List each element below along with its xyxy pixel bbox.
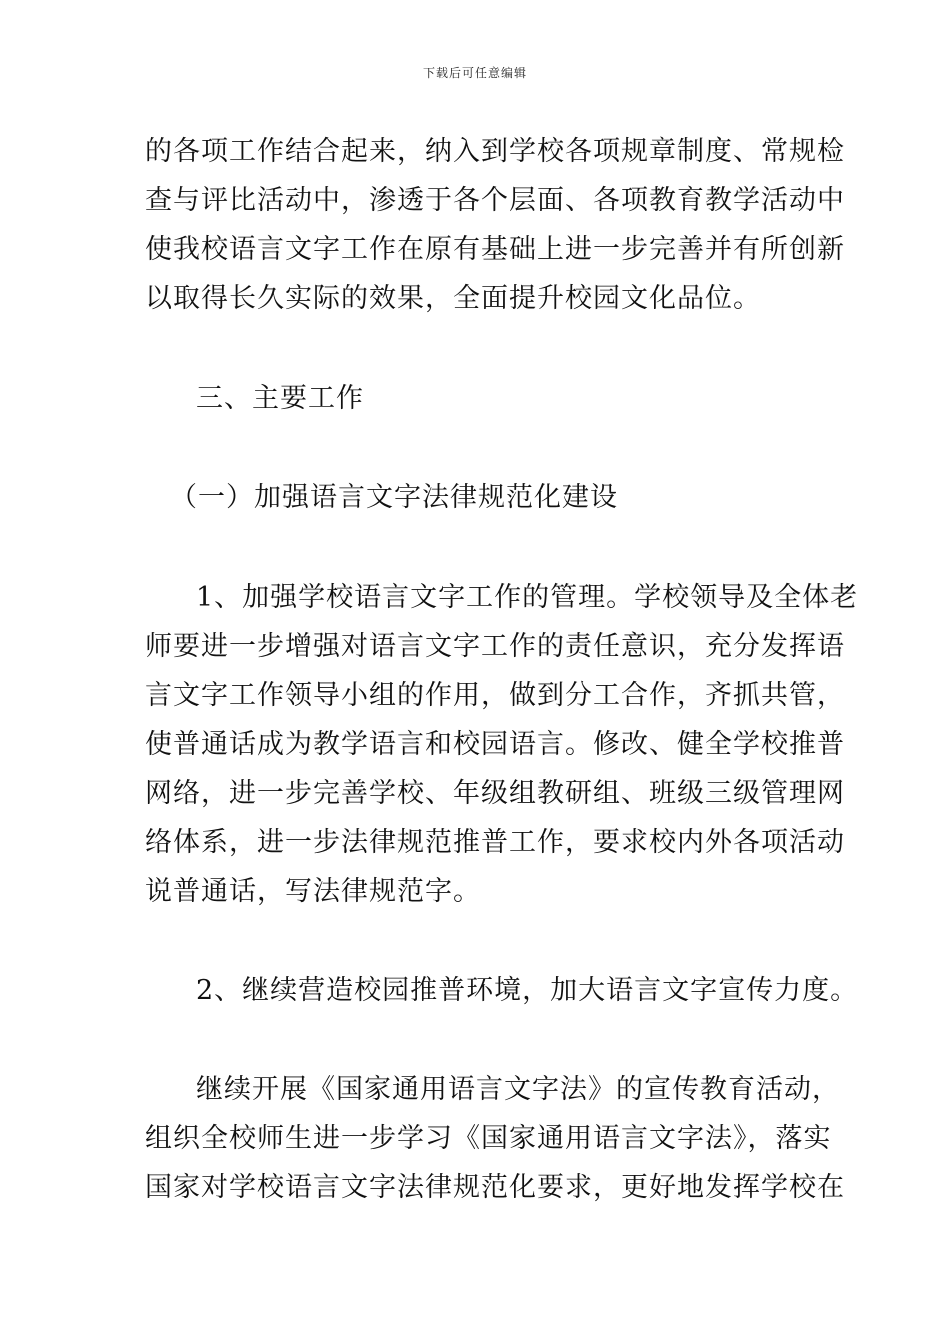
paragraph-line: 2、继续营造校园推普环境，加大语言文字宣传力度。 — [196, 975, 859, 1006]
paragraph-line: 组织全校师生进一步学习《国家通用语言文字法》，落实 — [145, 1123, 832, 1154]
paragraph-line: 1、加强学校语言文字工作的管理。学校领导及全体老 — [196, 582, 859, 613]
paragraph-line: 网络，进一步完善学校、年级组教研组、班级三级管理网 — [145, 778, 845, 809]
paragraph-line: 络体系，进一步法律规范推普工作，要求校内外各项活动 — [145, 827, 845, 858]
paragraph-line: 使普通话成为教学语言和校园语言。修改、健全学校推普 — [145, 729, 845, 760]
paragraph-line: 师要进一步增强对语言文字工作的责任意识，充分发挥语 — [145, 631, 845, 662]
paragraph-line: 使我校语言文字工作在原有基础上进一步完善并有所创新 — [145, 234, 845, 265]
paragraph-line: 的各项工作结合起来，纳入到学校各项规章制度、常规检 — [145, 136, 845, 167]
section-heading: 三、主要工作 — [196, 383, 364, 414]
page-header: 下载后可任意编辑 — [422, 66, 527, 80]
paragraph-line: 言文字工作领导小组的作用，做到分工合作，齐抓共管， — [145, 680, 845, 711]
paragraph-line: 继续开展《国家通用语言文字法》的宣传教育活动， — [196, 1074, 840, 1105]
paragraph-line: 以取得长久实际的效果，全面提升校园文化品位。 — [145, 283, 761, 314]
paragraph-line: 国家对学校语言文字法律规范化要求，更好地发挥学校在 — [145, 1172, 845, 1203]
subsection-heading: （一）加强语言文字法律规范化建设 — [170, 482, 618, 513]
paragraph-line: 查与评比活动中，渗透于各个层面、各项教育教学活动中 — [145, 185, 845, 216]
paragraph-line: 说普通话，写法律规范字。 — [145, 876, 481, 907]
